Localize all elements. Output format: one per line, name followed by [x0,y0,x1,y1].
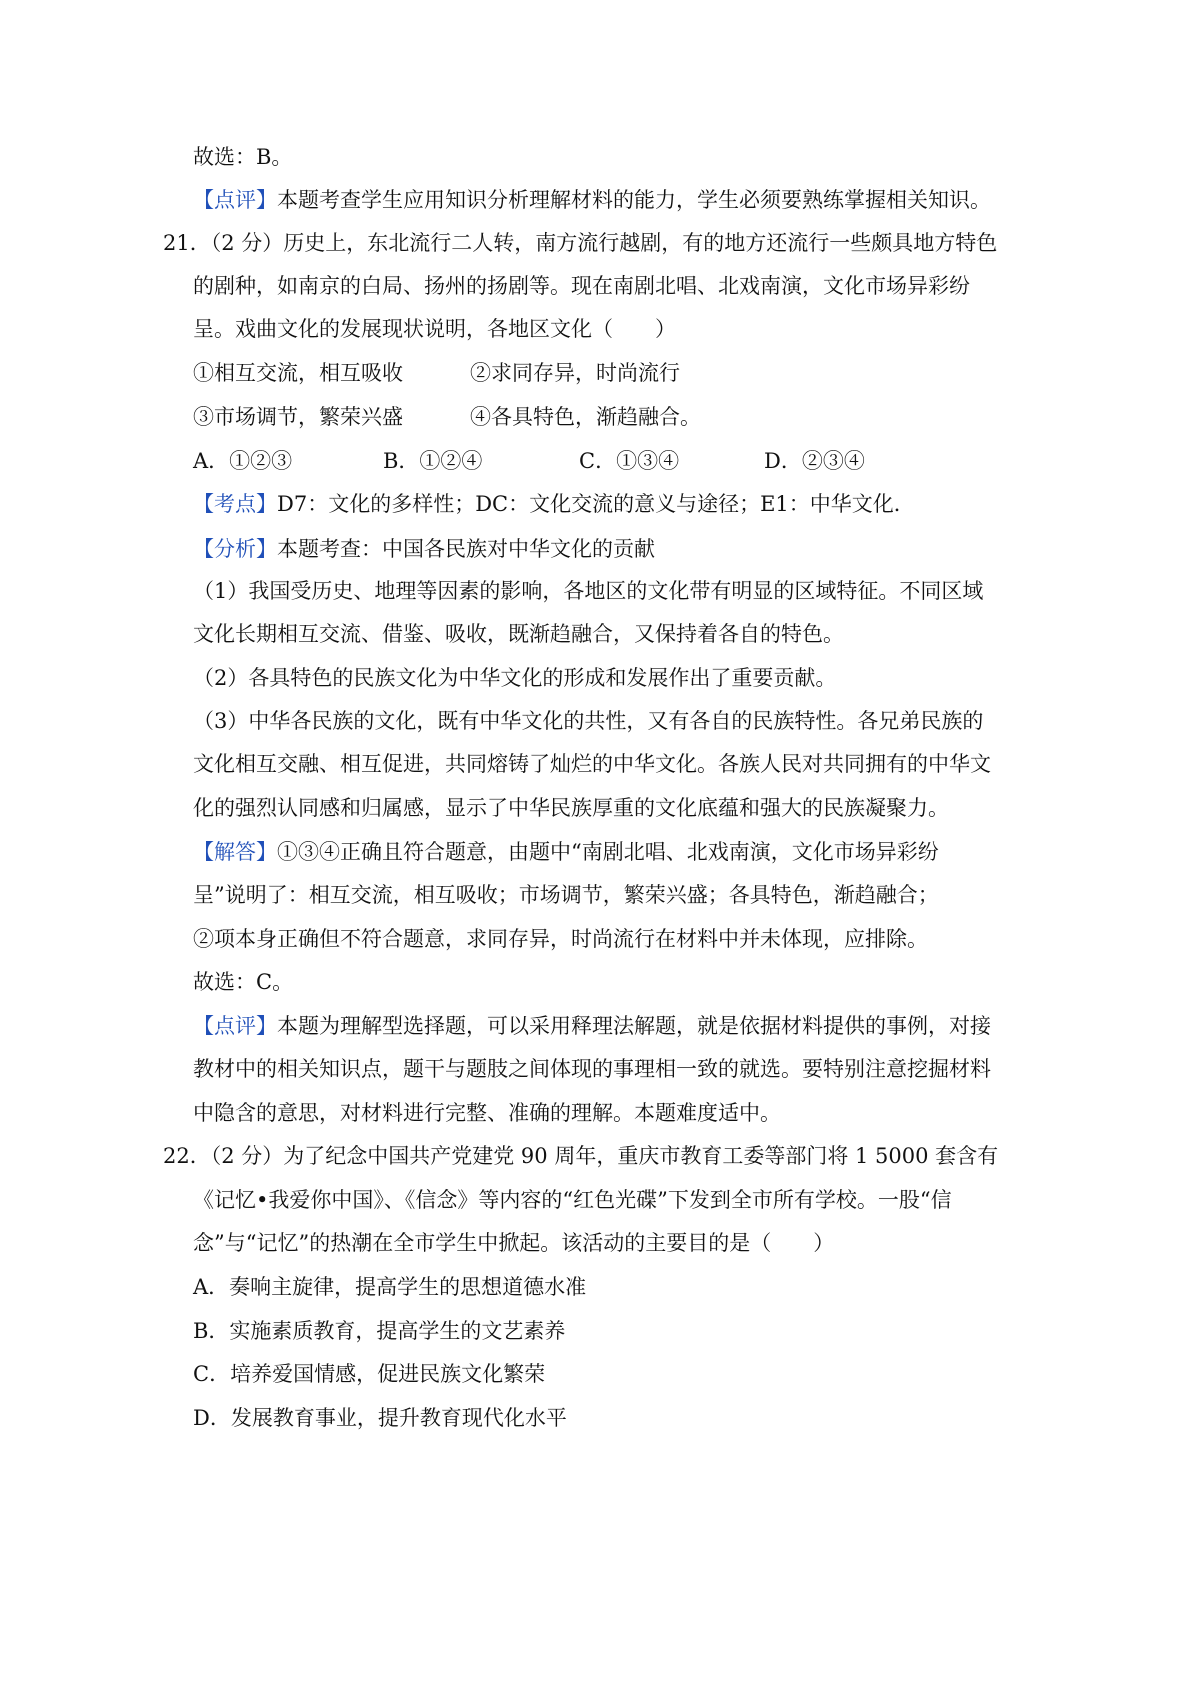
q21-jieda [193,838,939,866]
kaodian-tag: 【考点】 [193,492,277,516]
kaodian-text: D7：文化的多样性；DC：文化交流的意义与途径；E1：中华文化． [277,492,915,516]
fenxi-point-3-line-2: 文化相互交融、相互促进，共同熔铸了灿烂的中华文化。各族人民对共同拥有的中华文 [193,752,991,776]
q21-stem-line-3: 呈。戏曲文化的发展现状说明，各地区文化（ ） [193,317,676,341]
jieda-line-3: ②项本身正确但不符合题意，求同存异，时尚流行在材料中并未体现，应排除。 [193,927,928,951]
q21-item-1: ①相互交流，相互吸收 [193,361,403,385]
q21-options-row [193,447,953,475]
q21-option-c: C．①③④ [579,449,680,473]
q21-kaodian [193,490,915,518]
q21-item-3: ③市场调节，繁荣兴盛 [193,405,403,429]
review-text: 本题考查学生应用知识分析理解材料的能力，学生必须要熟练掌握相关知识。 [277,188,991,212]
fenxi-point-1-line-2: 文化长期相互交流、借鉴、吸收，既渐趋融合，又保持着各自的特色。 [193,622,844,646]
q21-items-row-2 [193,403,953,431]
q21-item-4: ④各具特色，渐趋融合。 [470,405,701,429]
q21-items-row-1 [193,359,953,387]
q21-option-b: B．①②④ [383,449,483,473]
jieda-line-1: ①③④正确且符合题意，由题中“南剧北唱、北戏南演，文化市场异彩纷 [277,840,939,864]
q21-stem-line-1: 21．（2 分）历史上，东北流行二人转，南方流行越剧，有的地方还流行一些颇具地方特色 [163,231,998,255]
q21-option-d: D．②③④ [764,449,865,473]
fenxi-point-1-line-1: （1）我国受历史、地理等因素的影响，各地区的文化带有明显的区域特征。不同区域 [193,579,984,603]
dianping-line-1: 本题为理解型选择题，可以采用释理法解题，就是依据材料提供的事例，对接 [277,1014,991,1038]
q21-option-a: A．①②③ [193,449,293,473]
q21-fenxi [193,535,655,563]
fenxi-point-3-line-3: 化的强烈认同感和归属感，显示了中华民族厚重的文化底蕴和强大的民族凝聚力。 [193,796,949,820]
prev-answer: 故选：B。 [193,145,293,169]
review-tag: 【点评】 [193,188,277,212]
jieda-line-2: 呈”说明了：相互交流，相互吸收；市场调节，繁荣兴盛；各具特色，渐趋融合； [193,883,939,907]
fenxi-point-2: （2）各具特色的民族文化为中华文化的形成和发展作出了重要贡献。 [193,666,837,690]
fenxi-point-3-line-1: （3）中华各民族的文化，既有中华文化的共性，又有各自的民族特性。各兄弟民族的 [193,709,984,733]
q22-stem-line-2: 《记忆•我爱你中国》、《信念》等内容的“红色光碟”下发到全市所有学校。一股“信 [193,1188,952,1212]
q22-stem-line-3: 念”与“记忆”的热潮在全市学生中掀起。该活动的主要目的是（ ） [193,1231,835,1255]
q22-option-a: A．奏响主旋律，提高学生的思想道德水准 [193,1275,587,1299]
fenxi-tag: 【分析】 [193,537,277,561]
prev-review [193,186,991,214]
jieda-tag: 【解答】 [193,840,277,864]
q21-dianping [193,1012,991,1040]
q21-answer: 故选：C。 [193,970,294,994]
q22-option-c: C．培养爱国情感，促进民族文化繁荣 [193,1362,546,1386]
dianping-line-3: 中隐含的意思，对材料进行完整、准确的理解。本题难度适中。 [193,1101,781,1125]
q21-stem-line-2: 的剧种，如南京的白局、扬州的扬剧等。现在南剧北唱、北戏南演，文化市场异彩纷 [193,274,970,298]
q22-option-b: B．实施素质教育，提高学生的文艺素养 [193,1319,566,1343]
q21-item-2: ②求同存异，时尚流行 [470,361,680,385]
dianping-line-2: 教材中的相关知识点，题干与题肢之间体现的事理相一致的就选。要特别注意挖掘材料 [193,1057,991,1081]
q22-stem-line-1: 22．（2 分）为了纪念中国共产党建党 90 周年，重庆市教育工委等部门将 1 5000 套含有 [163,1144,999,1168]
dianping-tag: 【点评】 [193,1014,277,1038]
q22-option-d: D．发展教育事业，提升教育现代化水平 [193,1406,567,1430]
fenxi-text: 本题考查：中国各民族对中华文化的贡献 [277,537,655,561]
